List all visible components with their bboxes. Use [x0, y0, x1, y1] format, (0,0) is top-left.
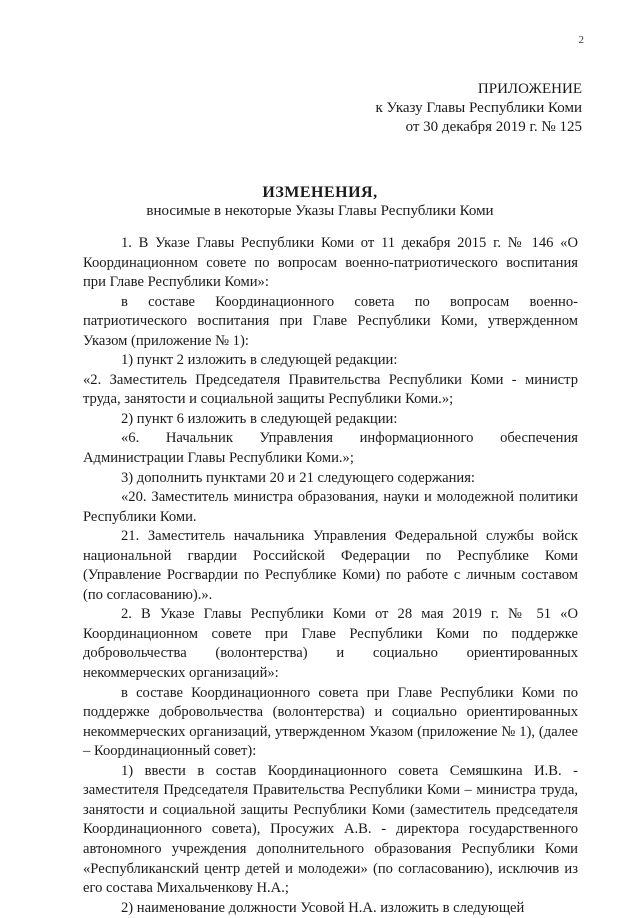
appendix-ref-line2: от 30 декабря 2019 г. № 125 — [405, 119, 582, 135]
paragraph-1: 1. В Указе Главы Республики Коми от 11 декабря 2015 г. № 146 «О Координационном совете по вопросам военно-патриотического воспитания при Главе Республики Коми»: — [83, 235, 578, 291]
paragraph-11: в составе Координационного совета при Главе Республики Коми по поддержке добровольчества (волонтерства) и социально ориентированных некоммерческих организаций, утвержденном Указом (приложение № 1), (далее – Координационный совет): — [83, 684, 578, 760]
document-subtitle: вносимые в некоторые Указы Главы Республики Коми — [146, 203, 494, 219]
paragraph-10: 2. В Указе Главы Республики Коми от 28 мая 2019 г. № 51 «О Координационном совете при Главе Республики Коми по поддержке добровольчества (волонтерства) и социально ориентированных некоммерческих организаций»: — [83, 606, 578, 682]
appendix-label: ПРИЛОЖЕНИЕ — [477, 81, 582, 97]
document-title: ИЗМЕНЕНИЯ, — [262, 184, 378, 201]
paragraph-9: 21. Заместитель начальника Управления Федеральной службы войск национальной гвардии Российской Федерации по Республике Коми (Управление Росгвардии по Республике Коми) по работе с личным составом (по согласованию).». — [83, 528, 578, 603]
document-body — [83, 234, 578, 918]
document-heading — [0, 183, 640, 221]
paragraph-4: «2. Заместитель Председателя Правительства Республики Коми - министр труда, занятости и социальной защиты Республики Коми.»; — [83, 371, 578, 408]
paragraph-12: 1) ввести в состав Координационного совета Семяшкина И.В. - заместителя Председателя Правительства Республики Коми – министра труда, занятости и социальной защиты Республики Коми (заместитель председателя Координационного совета), Просужих А.В. - директора государственного автономного учреждения дополнительного образования Республики Коми «Республиканский центр детей и молодежи» (по согласованию), исключив из его состава Михальченкову Н.А.; — [83, 762, 578, 897]
paragraph-5: 2) пункт 6 изложить в следующей редакции: — [121, 410, 398, 427]
paragraph-7: 3) дополнить пунктами 20 и 21 следующего содержания: — [121, 469, 475, 486]
paragraph-13: 2) наименование должности Усовой Н.А. изложить в следующей — [121, 899, 525, 916]
appendix-ref-line1: к Указу Главы Республики Коми — [375, 100, 582, 116]
paragraph-6: «6. Начальник Управления информационного обеспечения Администрации Главы Республики Коми.»; — [83, 430, 578, 467]
appendix-block — [282, 80, 582, 137]
paragraph-2: в составе Координационного совета по вопросам военно-патриотического воспитания при Главе Республики Коми, утвержденном Указом (приложение № 1): — [83, 293, 578, 349]
paragraph-8: «20. Заместитель министра образования, науки и молодежной политики Республики Коми. — [83, 489, 578, 525]
page-number: 2 — [578, 34, 584, 46]
paragraph-3: 1) пункт 2 изложить в следующей редакции: — [121, 352, 398, 369]
